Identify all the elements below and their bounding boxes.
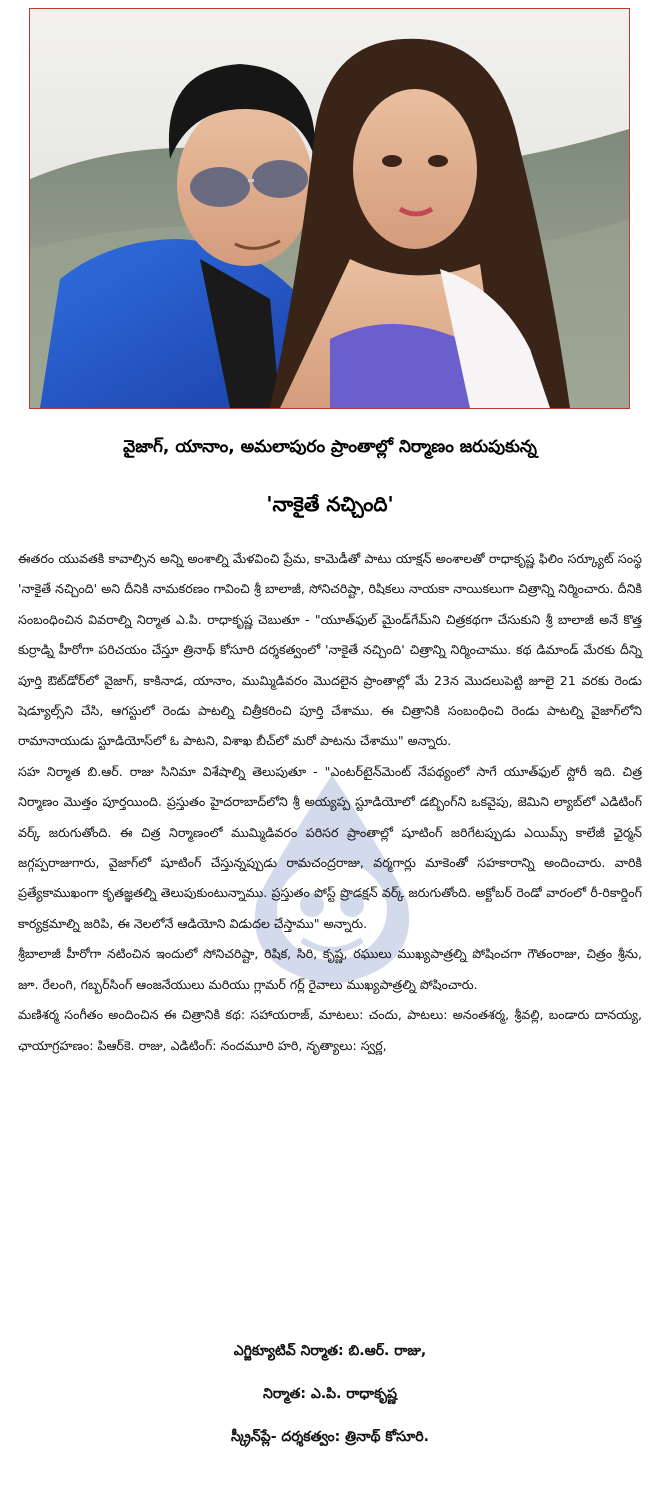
movie-still-photo bbox=[29, 8, 630, 409]
article-paragraph: ఈతరం యువతకి కావాల్సిన అన్ని అంశాల్ని మేళవించి ప్రేమ, కామెడీతో పాటు యాక్షన్ అంశాలతో రాధాకృష్ణ ఫిలిం సర్క్యూట్ సంస్థ 'నాకైతే నచ్చింది' అని దీనికి నామకరణం గావించి శ్రీ బాలాజీ, సోనిచరిష్టా, రిషికలు నాయకా నాయికలుగా చిత్రాన్ని నిర్మించారు. దీనికి సంబంధించిన వివరాల్ని నిర్మాత ఎ.పి. రాధాకృష్ణ చెబుతూ - "యూత్‌ఫుల్ మైండ్‌గేమ్‌ని చిత్రకథగా చేసుకుని శ్రీ బాలాజీ అనే కొత్త కుర్రాడ్ని హీరోగా పరిచయం చేస్తూ త్రినాథ్ కోసూరి దర్శకత్వంలో 'నాకైతే నచ్చింది' చిత్రాన్ని నిర్మించాము. కథ డిమాండ్ మేరకు దీన్ని పూర్తి ఔట్‌డోర్‌లో వైజాగ్, కాకినాడ, యానాం, ముమ్మిడివరం మొదలైన ప్రాంతాల్లో మే 23న మొదలుపెట్టి జూలై 21 వరకు రెండు షెడ్యూల్స్‌ని చేసి, ఆగస్టులో రెండు పాటల్ని చిత్రీకరించి పూర్తి చేశాము. ఈ చిత్రానికి సంబంధించి రెండు పాటల్ని వైజాగ్‌లోని రామానాయుడు స్టూడియోస్‌లో ఓ పాటని, విశాఖ బీచ్‌లో మరో పాటను చేశాము" అన్నారు. bbox=[18, 551, 642, 749]
credit-executive-producer: ఎగ్జిక్యూటివ్ నిర్మాత: బి.ఆర్. రాజు, bbox=[233, 1343, 427, 1359]
article-paragraph: శ్రీబాలాజీ హీరోగా నటించిన ఇందులో సోనిచరిష్టా, రిషిక, సిరి, కృష్ణ, రఘులు ముఖ్యపాత్రల్ని పోషించగా గౌతంరాజు, చిత్రం శ్రీను, జూ. రేలంగి, గబ్బర్‌సింగ్ ఆంజనేయులు మరియు గ్లామర్ గర్ల్ రైవాలు ముఖ్యపాత్రల్ని పోషించారు. bbox=[18, 946, 642, 992]
credit-producer: నిర్మాత: ఎ.పి. రాధాకృష్ణ bbox=[263, 1386, 397, 1402]
article-paragraph: సహ నిర్మాత బి.ఆర్. రాజు సినిమా విశేషాల్ని తెలుపుతూ - "ఎంటర్‌టైన్‌మెంట్ నేపథ్యంలో సాగే యూత్‌ఫుల్ స్టోరీ ఇది. చిత్ర నిర్మాణం మొత్తం పూర్తయింది. ప్రస్తుతం హైదరాబాద్‌లోని శ్రీ అయ్యప్ప స్టూడియోలో డబ్బింగ్‌ని ఒకవైపు, జెమిని ల్యాబ్‌లో ఎడిటింగ్ వర్క్ జరుగుతోంది. ఈ చిత్ర నిర్మాణంలో ముమ్మిడివరం పరిసర ప్రాంతాల్లో షూటింగ్ జరిగేటప్పుడు ఎయిమ్స్ కాలేజీ ఛైర్మన్ జగ్గప్పరాజుగారు, వైజాగ్‌లో షూటింగ్ చేస్తున్నప్పుడు రామచంద్రరాజు, వర్మగార్లు మాకెంతో సహకారాన్ని అందించారు. వారికి ప్రత్యేకాముఖంగా కృతజ్ఞతల్ని తెలుపుకుంటున్నాము. ప్రస్తుతం పోస్ట్ ప్రొడక్షన్ వర్క్ జరుగుతోంది. అక్టోబర్ రెండో వారంలో రీ-రికార్డింగ్ కార్యక్రమాల్ని జరిపి, ఈ నెలలోనే ఆడియోని విడుదల చేస్తాము" అన్నారు. bbox=[18, 763, 642, 931]
credit-director: స్క్రీన్‌ప్లే- దర్శకత్వం: త్రినాథ్ కోసూరి. bbox=[231, 1429, 429, 1445]
article-body bbox=[18, 544, 642, 1061]
article-subheadline: వైజాగ్, యానాం, అమలాపురం ప్రాంతాల్లో నిర్మాణం జరుపుకున్న bbox=[123, 437, 537, 457]
article-paragraph: మణిశర్మ సంగీతం అందించిన ఈ చిత్రానికి కథ: సహాయరాజ్, మాటలు: చందు, పాటలు: అనంతశర్మ, శ్రీవల్లి, బండారు దానయ్య, ఛాయాగ్రహణం: పిఆర్‌కె. రాజు, ఎడిటింగ్: నందమూరి హరి, నృత్యాలు: స్వర్ణ, bbox=[18, 1007, 642, 1053]
credits-block bbox=[0, 1330, 660, 1459]
article-title: 'నాకైతే నచ్చింది' bbox=[266, 492, 394, 516]
